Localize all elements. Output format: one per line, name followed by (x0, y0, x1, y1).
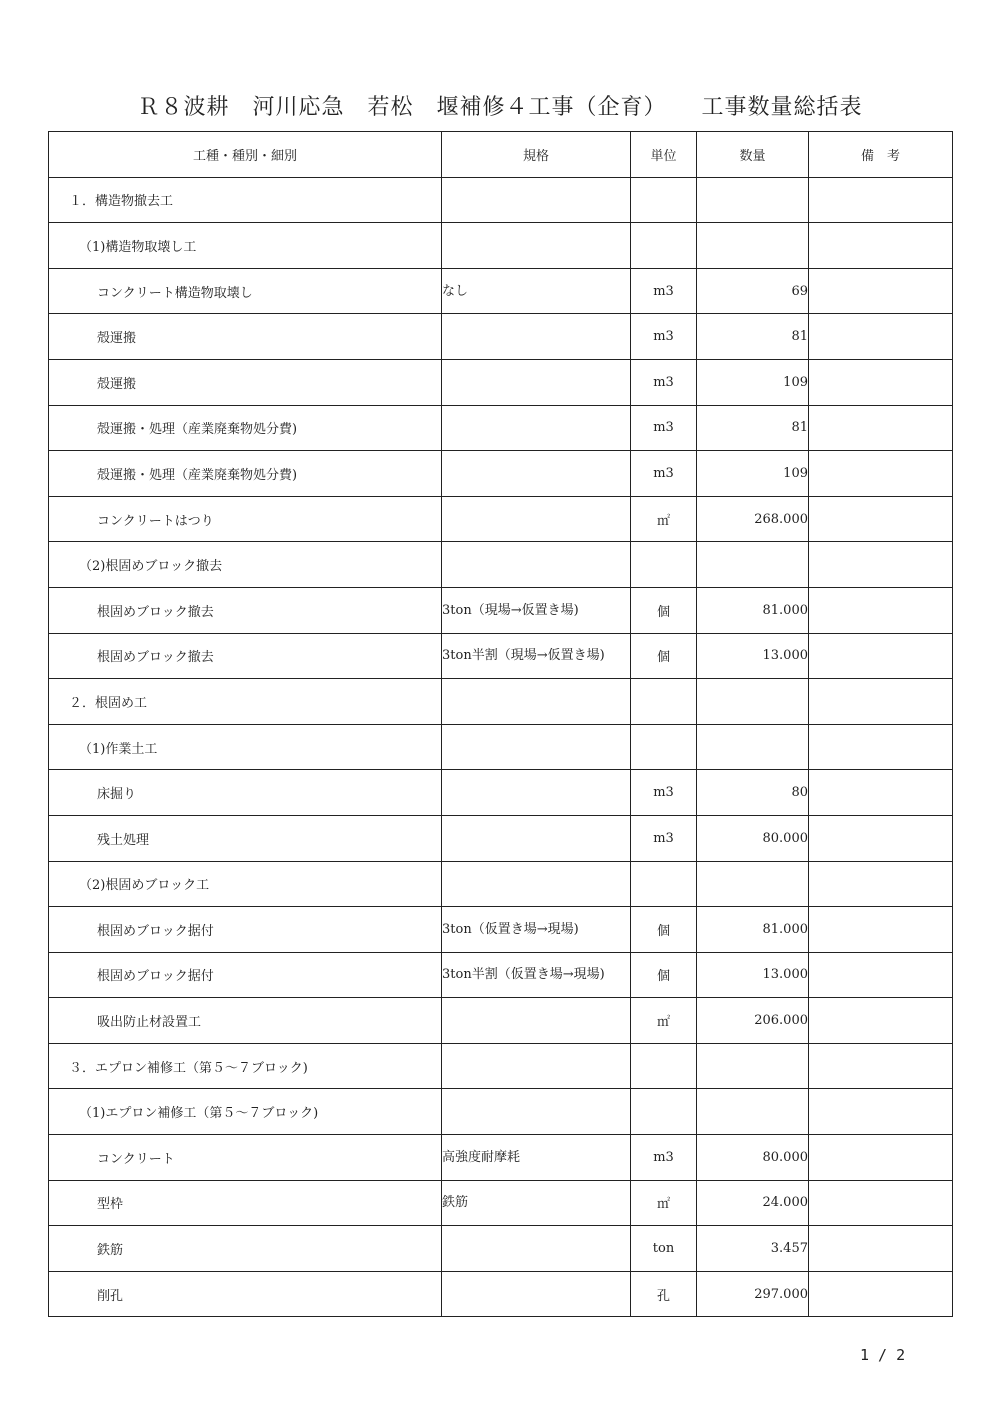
header-remarks: 備 考 (809, 132, 953, 178)
cell-work-type: ３．エプロン補修工（第５～７ブロック) (49, 1043, 442, 1089)
cell-remarks (809, 451, 953, 497)
table-row (49, 223, 953, 269)
cell-quantity: 80 (697, 770, 809, 816)
cell-spec (442, 861, 631, 907)
cell-spec (442, 496, 631, 542)
cell-remarks (809, 1043, 953, 1089)
cell-work-type: 鉄筋 (49, 1226, 442, 1272)
table-row (49, 451, 953, 497)
cell-work-type: （2)根固めブロック撤去 (49, 542, 442, 588)
cell-remarks (809, 1271, 953, 1317)
cell-remarks (809, 907, 953, 953)
cell-spec (442, 359, 631, 405)
cell-work-type: コンクリート構造物取壊し (49, 268, 442, 314)
cell-spec (442, 679, 631, 725)
header-spec: 規格 (442, 132, 631, 178)
cell-quantity: 13.000 (697, 633, 809, 679)
cell-work-type: （2)根固めブロック工 (49, 861, 442, 907)
cell-work-type: 殻運搬 (49, 314, 442, 360)
cell-remarks (809, 268, 953, 314)
header-quantity: 数量 (697, 132, 809, 178)
cell-unit: ㎡ (631, 496, 697, 542)
cell-remarks (809, 177, 953, 223)
cell-spec (442, 770, 631, 816)
cell-quantity: 81.000 (697, 907, 809, 953)
cell-unit: 個 (631, 907, 697, 953)
cell-work-type: （1)構造物取壊し工 (49, 223, 442, 269)
cell-unit: m3 (631, 359, 697, 405)
cell-remarks (809, 1180, 953, 1226)
table-row (49, 724, 953, 770)
cell-quantity (697, 861, 809, 907)
cell-quantity: 69 (697, 268, 809, 314)
cell-work-type: 殻運搬・処理（産業廃棄物処分費) (49, 451, 442, 497)
cell-spec (442, 998, 631, 1044)
document-title: Ｒ８波耕 河川応急 若松 堰補修４工事（企育） 工事数量総括表 (137, 95, 863, 120)
cell-work-type: コンクリートはつり (49, 496, 442, 542)
cell-work-type: 根固めブロック撤去 (49, 633, 442, 679)
cell-quantity: 297.000 (697, 1271, 809, 1317)
cell-quantity: 24.000 (697, 1180, 809, 1226)
cell-work-type: 残土処理 (49, 815, 442, 861)
cell-unit: ㎡ (631, 998, 697, 1044)
cell-work-type: １．構造物撤去工 (49, 177, 442, 223)
cell-work-type: 殻運搬 (49, 359, 442, 405)
cell-work-type: 型枠 (49, 1180, 442, 1226)
cell-unit: m3 (631, 815, 697, 861)
cell-spec (442, 177, 631, 223)
cell-work-type: 削孔 (49, 1271, 442, 1317)
cell-unit: 個 (631, 633, 697, 679)
cell-spec (442, 451, 631, 497)
cell-unit: m3 (631, 268, 697, 314)
cell-quantity (697, 223, 809, 269)
cell-quantity: 206.000 (697, 998, 809, 1044)
cell-unit (631, 1043, 697, 1089)
table-row (49, 633, 953, 679)
table-row (49, 815, 953, 861)
cell-work-type: （1)エプロン補修工（第５～７ブロック) (49, 1089, 442, 1135)
cell-quantity (697, 542, 809, 588)
cell-remarks (809, 1226, 953, 1272)
header-work-type: 工種・種別・細別 (49, 132, 442, 178)
cell-spec (442, 724, 631, 770)
header-unit: 単位 (631, 132, 697, 178)
cell-remarks (809, 815, 953, 861)
cell-remarks (809, 998, 953, 1044)
table-header-row (49, 132, 953, 178)
cell-spec (442, 1043, 631, 1089)
cell-quantity: 13.000 (697, 952, 809, 998)
cell-quantity: 81.000 (697, 587, 809, 633)
cell-work-type: 根固めブロック据付 (49, 907, 442, 953)
cell-remarks (809, 496, 953, 542)
cell-unit (631, 542, 697, 588)
cell-quantity (697, 679, 809, 725)
table-row (49, 177, 953, 223)
cell-remarks (809, 359, 953, 405)
cell-quantity: 109 (697, 451, 809, 497)
cell-spec: なし (442, 268, 631, 314)
table-row (49, 542, 953, 588)
cell-spec: 3ton（現場→仮置き場) (442, 587, 631, 633)
cell-spec: 3ton半割（現場→仮置き場) (442, 633, 631, 679)
cell-unit (631, 679, 697, 725)
quantity-summary-table (48, 131, 953, 1317)
cell-spec: 3ton（仮置き場→現場) (442, 907, 631, 953)
cell-quantity (697, 1043, 809, 1089)
cell-unit: 孔 (631, 1271, 697, 1317)
table-row (49, 405, 953, 451)
cell-unit (631, 223, 697, 269)
cell-quantity: 268.000 (697, 496, 809, 542)
cell-remarks (809, 1089, 953, 1135)
cell-spec (442, 223, 631, 269)
table-row (49, 861, 953, 907)
cell-spec (442, 815, 631, 861)
table-body (49, 177, 953, 1317)
cell-quantity: 80.000 (697, 815, 809, 861)
cell-quantity (697, 724, 809, 770)
cell-work-type: 吸出防止材設置工 (49, 998, 442, 1044)
cell-quantity (697, 177, 809, 223)
cell-quantity (697, 1089, 809, 1135)
cell-unit: m3 (631, 770, 697, 816)
table-row (49, 314, 953, 360)
cell-spec: 3ton半割（仮置き場→現場) (442, 952, 631, 998)
cell-unit: 個 (631, 952, 697, 998)
cell-unit: m3 (631, 451, 697, 497)
table-row (49, 496, 953, 542)
cell-work-type: 根固めブロック撤去 (49, 587, 442, 633)
cell-remarks (809, 223, 953, 269)
table-row (49, 1180, 953, 1226)
cell-spec (442, 542, 631, 588)
cell-remarks (809, 542, 953, 588)
cell-spec (442, 1089, 631, 1135)
cell-quantity: 109 (697, 359, 809, 405)
cell-quantity: 3.457 (697, 1226, 809, 1272)
cell-unit: m3 (631, 405, 697, 451)
cell-work-type: ２．根固め工 (49, 679, 442, 725)
cell-remarks (809, 770, 953, 816)
cell-remarks (809, 679, 953, 725)
cell-remarks (809, 633, 953, 679)
cell-unit (631, 861, 697, 907)
cell-spec (442, 1226, 631, 1272)
cell-unit: m3 (631, 314, 697, 360)
cell-spec (442, 1271, 631, 1317)
cell-unit: 個 (631, 587, 697, 633)
cell-spec: 鉄筋 (442, 1180, 631, 1226)
table-row (49, 1135, 953, 1181)
cell-unit: ㎡ (631, 1180, 697, 1226)
table-row (49, 587, 953, 633)
table-row (49, 907, 953, 953)
table-row (49, 1226, 953, 1272)
cell-spec (442, 314, 631, 360)
cell-work-type: 殻運搬・処理（産業廃棄物処分費) (49, 405, 442, 451)
table-row (49, 1043, 953, 1089)
table-row (49, 268, 953, 314)
cell-remarks (809, 405, 953, 451)
cell-unit (631, 177, 697, 223)
cell-spec (442, 405, 631, 451)
cell-remarks (809, 1135, 953, 1181)
cell-remarks (809, 587, 953, 633)
cell-remarks (809, 861, 953, 907)
table-row (49, 679, 953, 725)
cell-unit (631, 724, 697, 770)
cell-work-type: コンクリート (49, 1135, 442, 1181)
cell-spec: 高強度耐摩耗 (442, 1135, 631, 1181)
cell-unit (631, 1089, 697, 1135)
table-row (49, 952, 953, 998)
table-row (49, 1089, 953, 1135)
cell-work-type: （1)作業土工 (49, 724, 442, 770)
cell-quantity: 81 (697, 405, 809, 451)
page-number: 1 / 2 (860, 1346, 906, 1364)
table-row (49, 1271, 953, 1317)
cell-work-type: 根固めブロック据付 (49, 952, 442, 998)
table-row (49, 359, 953, 405)
cell-work-type: 床掘り (49, 770, 442, 816)
cell-remarks (809, 952, 953, 998)
cell-unit: m3 (631, 1135, 697, 1181)
table-row (49, 998, 953, 1044)
cell-remarks (809, 314, 953, 360)
table-row (49, 770, 953, 816)
cell-remarks (809, 724, 953, 770)
cell-quantity: 81 (697, 314, 809, 360)
cell-quantity: 80.000 (697, 1135, 809, 1181)
cell-unit: ton (631, 1226, 697, 1272)
